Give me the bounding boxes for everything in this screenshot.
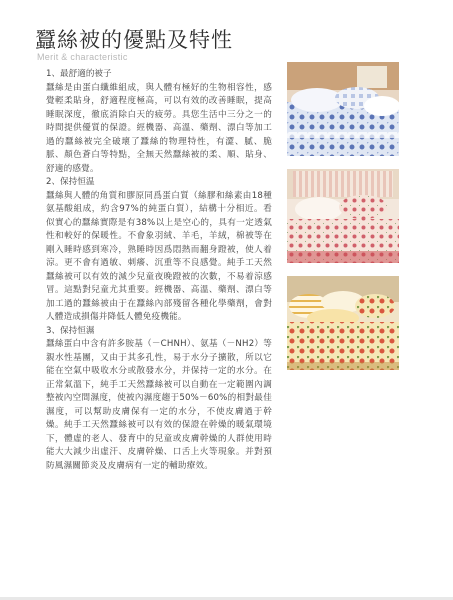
section-heading-2: 2、保持恒温 xyxy=(46,177,95,187)
blue-floral-bedding-photo xyxy=(287,62,399,156)
section-body-2: 蠶絲與人體的角質和膠原同爲蛋白質（絲膠和絲素由18種氨基酸組成，約含97%的純蛋白質），結構十分相近。看似實心的蠶絲實際是有38%以上是空心的，具有一定透氣性和較好的保暖性。不會象羽絨、羊毛，羊絨，棉被等在剛入睡時感到寒冷，熟睡時因爲悶熱而翻身蹬被，使人着涼。更不會有過敏、刺癢、沉重等不良感覺。純手工天然蠶絲被可以有效的減少兒童夜晚蹬被的次數，不易着涼感冒。這點對兒童尤其重要。經機器、高溫、藥劑、漂白等加工過的蠶絲被由于在蠶絲內部殘留各種化學藥劑，會對人體造成損傷并降低人體免疫機能。 xyxy=(46,190,272,322)
section-heading-1: 1、最舒適的被子 xyxy=(46,69,112,79)
page-subtitle: Merit & characteristic xyxy=(37,52,128,62)
section-body-1: 蠶絲是由蛋白纖維組成，與人體有極好的生物相容性，感覺輕柔貼身，舒適程度極高，可以有效的改善睡眠，提高睡眠深度，徹底消除白天的疲勞。具您生活中三分之一的時間提供優質的保證。經機器、高溫、藥劑、漂白等加工過的蠶絲被完全破壞了蠶絲的物理特性，有澀、膩、脆脈、顏色蒼白等特點，全無天然蠶絲被的柔、順、貼身、舒適的感覺。 xyxy=(46,82,272,174)
pink-floral-bedding-photo xyxy=(287,169,399,263)
section-heading-3: 3、保持恒濕 xyxy=(46,325,95,336)
photo-column xyxy=(287,62,399,383)
page-title: 蠶絲被的優點及特性 xyxy=(35,28,233,52)
yellow-floral-bedding-photo xyxy=(287,276,399,370)
article-body xyxy=(46,68,272,473)
section-body-3: 蠶絲蛋白中含有許多胺基（－CHNH）、氨基（－NH2）等親水性基團，又由于其多孔性，易于水分子擴散，所以它能在空氣中吸收水分或散發水分，并保持一定的水分。在正常氣溫下，純手工天然蠶絲被可以自動在一定範圍內調整被內空間濕度，使被內濕度趨于50%－60%的相對最佳濕度，可以幫助皮膚保有一定的水分，不使皮膚過于幹燥。純手工天然蠶絲被可以有效的保證在幹燥的暖氣環境下，體虛的老人、發育中的兒童或皮膚幹燥的人群使用時能大大減少出虛汗、皮膚幹燥、口舌上火等現象。并對預防風濕關節炎及皮膚病有一定的輔助療效。 xyxy=(46,339,272,471)
